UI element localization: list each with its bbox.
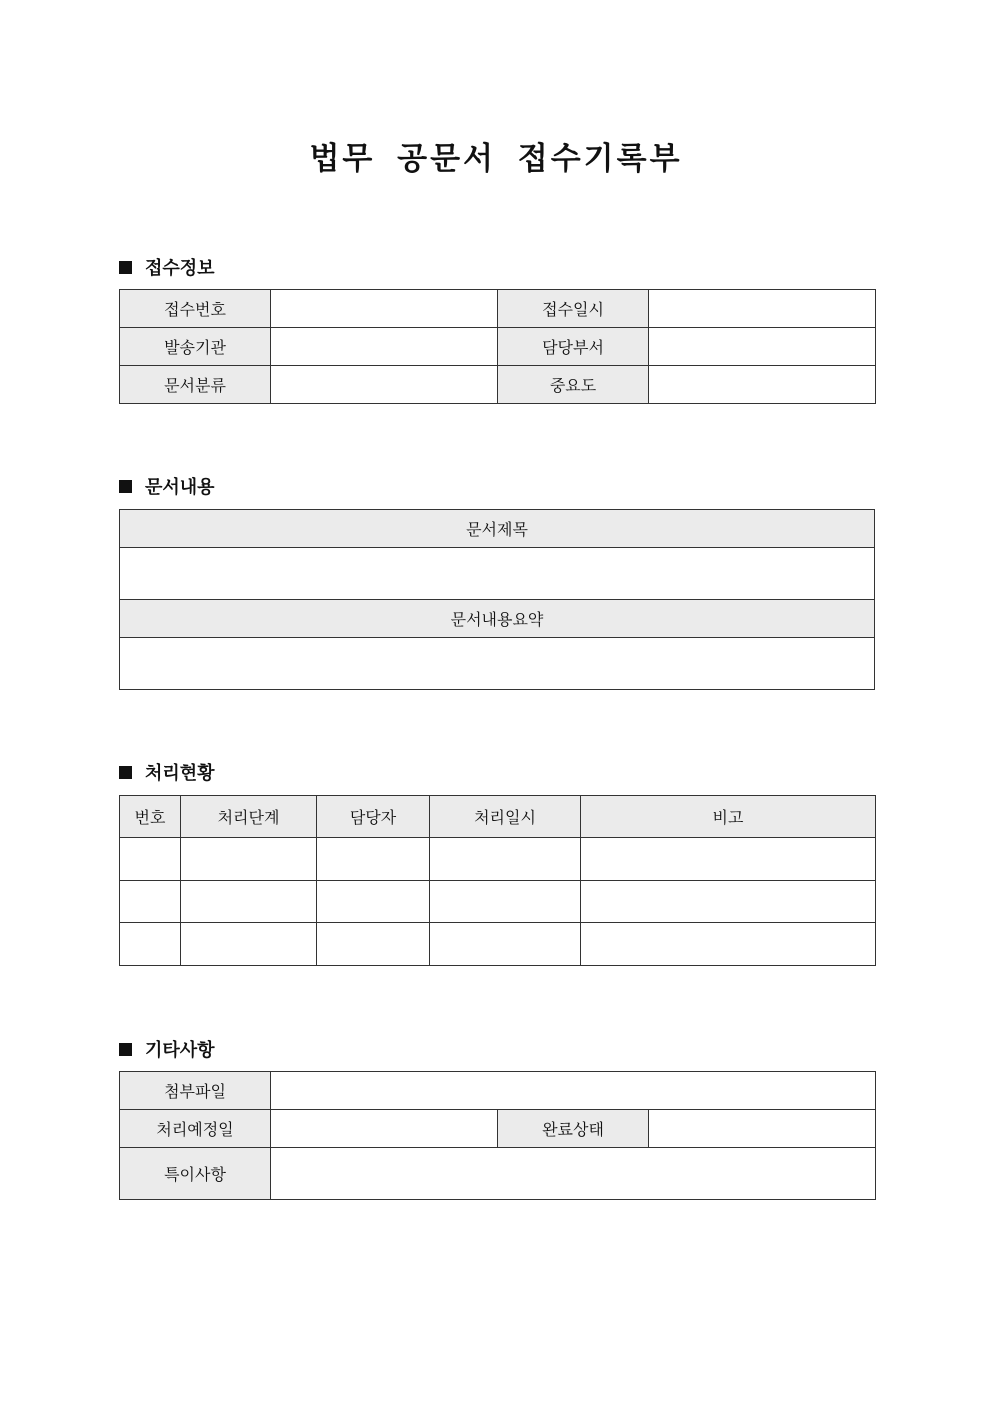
section-heading-label: 기타사항 <box>145 1040 215 1061</box>
column-header-stage: 처리단계 <box>181 796 317 838</box>
table-cell[interactable] <box>430 923 581 966</box>
field-department[interactable] <box>649 328 876 366</box>
table-cell[interactable] <box>181 881 317 923</box>
label-importance: 중요도 <box>498 366 649 404</box>
processing-status-table <box>119 795 876 966</box>
field-importance[interactable] <box>649 366 876 404</box>
label-attachment: 첨부파일 <box>120 1072 271 1110</box>
table-cell[interactable] <box>317 923 430 966</box>
other-info-table <box>119 1071 876 1200</box>
label-reception-datetime: 접수일시 <box>498 290 649 328</box>
field-document-title[interactable] <box>120 548 875 600</box>
label-completion-status: 완료상태 <box>498 1110 649 1148</box>
label-document-title: 문서제목 <box>120 510 875 548</box>
field-sending-agency[interactable] <box>271 328 498 366</box>
field-special-notes[interactable] <box>271 1148 876 1200</box>
table-cell[interactable] <box>120 838 181 881</box>
section-heading-other <box>119 1036 215 1062</box>
field-document-summary[interactable] <box>120 638 875 690</box>
table-cell[interactable] <box>581 923 876 966</box>
label-special-notes: 특이사항 <box>120 1148 271 1200</box>
table-cell[interactable] <box>181 923 317 966</box>
label-sending-agency: 발송기관 <box>120 328 271 366</box>
reception-info-table <box>119 289 876 404</box>
field-attachment[interactable] <box>271 1072 876 1110</box>
section-heading-processing <box>119 759 215 785</box>
square-bullet-icon <box>119 766 132 779</box>
label-reception-number: 접수번호 <box>120 290 271 328</box>
square-bullet-icon <box>119 480 132 493</box>
document-title: 법무 공문서 접수기록부 <box>309 141 683 177</box>
section-heading-label: 문서내용 <box>145 477 215 498</box>
table-row <box>120 838 876 881</box>
field-scheduled-date[interactable] <box>271 1110 498 1148</box>
square-bullet-icon <box>119 261 132 274</box>
section-heading-label: 처리현황 <box>145 763 215 784</box>
column-header-remarks: 비고 <box>581 796 876 838</box>
label-scheduled-date: 처리예정일 <box>120 1110 271 1148</box>
field-reception-number[interactable] <box>271 290 498 328</box>
table-row <box>120 881 876 923</box>
table-row <box>120 923 876 966</box>
table-cell[interactable] <box>581 838 876 881</box>
table-cell[interactable] <box>317 881 430 923</box>
table-cell[interactable] <box>430 838 581 881</box>
table-cell[interactable] <box>317 838 430 881</box>
section-heading-content <box>119 473 215 499</box>
label-document-summary: 문서내용요약 <box>120 600 875 638</box>
table-cell[interactable] <box>181 838 317 881</box>
field-completion-status[interactable] <box>649 1110 876 1148</box>
label-document-category: 문서분류 <box>120 366 271 404</box>
section-heading-label: 접수정보 <box>145 258 215 279</box>
field-document-category[interactable] <box>271 366 498 404</box>
document-content-table <box>119 509 875 690</box>
column-header-datetime: 처리일시 <box>430 796 581 838</box>
table-cell[interactable] <box>581 881 876 923</box>
section-heading-reception <box>119 254 215 280</box>
column-header-assignee: 담당자 <box>317 796 430 838</box>
table-cell[interactable] <box>430 881 581 923</box>
label-department: 담당부서 <box>498 328 649 366</box>
column-header-number: 번호 <box>120 796 181 838</box>
table-cell[interactable] <box>120 923 181 966</box>
table-cell[interactable] <box>120 881 181 923</box>
field-reception-datetime[interactable] <box>649 290 876 328</box>
square-bullet-icon <box>119 1043 132 1056</box>
